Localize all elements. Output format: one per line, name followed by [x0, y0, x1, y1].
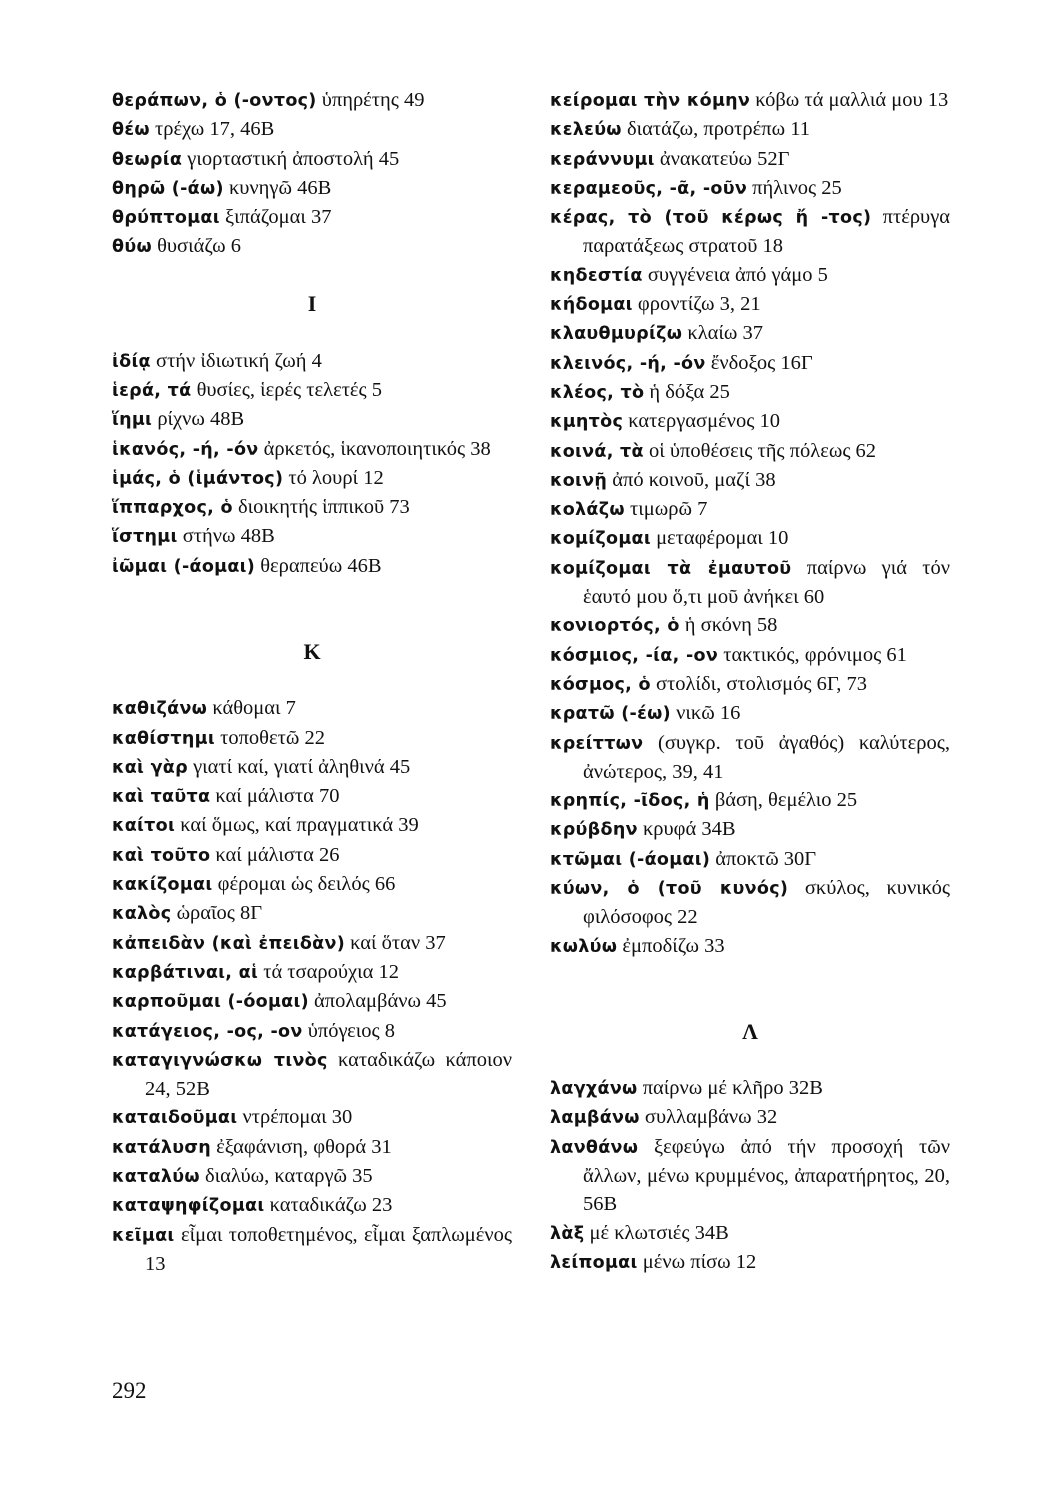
- entry-lemma: κοινῇ: [550, 470, 608, 491]
- entry-lemma: καὶ ταῦτα: [112, 787, 211, 808]
- entry-gloss: διοικητής ἱππικοῦ 73: [237, 496, 410, 519]
- glossary-entry: [550, 261, 950, 290]
- entry-lemma: καλὸς: [112, 904, 172, 925]
- entry-lemma: ἰῶμαι (-άομαι): [112, 556, 256, 577]
- entry-gloss: θυσιάζω 6: [157, 235, 241, 258]
- section-gap: [112, 262, 512, 290]
- entry-lemma: κρατῶ (-έω): [550, 704, 671, 725]
- entry-lemma: κονιορτός, ὁ: [550, 616, 680, 637]
- entry-gloss: παίρνω γιά τόν ἑαυτό μου ὅ,τι μοῦ ἀνήκει 60: [583, 556, 951, 609]
- glossary-entry: [112, 86, 512, 115]
- entry-lemma: κτῶμαι (-άομαι): [550, 849, 711, 870]
- entry-gloss: πτέρυγα παρατάξεως στρατοῦ 18: [583, 206, 951, 258]
- entry-lemma: θέω: [112, 120, 150, 141]
- glossary-entry: [550, 670, 950, 699]
- entry-gloss: γιατί καί, γιατί ἀληθινά 45: [193, 755, 411, 778]
- glossary-entry: [112, 435, 512, 464]
- entry-lemma: καρποῦμαι (-όομαι): [112, 992, 309, 1013]
- glossary-entry: [550, 115, 950, 144]
- glossary-entry: [112, 929, 512, 958]
- entry-gloss: συλλαμβάνω 32: [644, 1106, 778, 1129]
- glossary-entry: [112, 376, 512, 405]
- glossary-entry: [112, 958, 512, 987]
- section-gap: [550, 1046, 950, 1074]
- entry-lemma: ἵημι: [112, 410, 153, 431]
- glossary-entry: [550, 145, 950, 174]
- entry-lemma: κμητὸς: [550, 412, 624, 433]
- entry-gloss: ἐμποδίζω 33: [622, 934, 725, 957]
- entry-gloss: ἀνακατεύω 52Γ: [659, 147, 790, 170]
- entry-lemma: θρύπτομαι: [112, 208, 220, 229]
- glossary-entry: [112, 232, 512, 261]
- entry-lemma: θύω: [112, 237, 152, 258]
- glossary-entry: [550, 815, 950, 844]
- entry-gloss: ἀπό κοινοῦ, μαζί 38: [612, 468, 776, 491]
- glossary-entry: [550, 349, 950, 378]
- entry-lemma: κακίζομαι: [112, 875, 213, 896]
- page-number: 292: [112, 1378, 147, 1403]
- entry-gloss: ἀπολαμβάνω 45: [314, 990, 447, 1013]
- glossary-entry: [112, 405, 512, 434]
- entry-lemma: κλέος, τὸ: [550, 382, 645, 403]
- glossary-entry: [112, 145, 512, 174]
- entry-gloss: ἀρκετός, ἱκανοποιητικός 38: [263, 437, 491, 460]
- entry-lemma: κόσμος, ὁ: [550, 674, 651, 695]
- entry-lemma: κεραμεοῦς, -ᾶ, -οῦν: [550, 178, 748, 199]
- entry-gloss: πήλινος 25: [752, 176, 842, 199]
- entry-lemma: θηρῶ (-άω): [112, 178, 224, 199]
- glossary-entry: [112, 1191, 512, 1220]
- glossary-entry: [112, 782, 512, 811]
- entry-gloss: ἔνδοξος 16Γ: [710, 351, 813, 374]
- entry-lemma: λαμβάνω: [550, 1108, 640, 1129]
- entry-lemma: καταψηφίζομαι: [112, 1196, 265, 1217]
- right-column: [550, 86, 950, 1277]
- entry-gloss: στήν ἰδιωτική ζωή 4: [156, 349, 322, 372]
- entry-lemma: λείπομαι: [550, 1252, 638, 1273]
- entry-gloss: τά τσαρούχια 12: [263, 960, 399, 983]
- entry-gloss: θεραπεύω 46Β: [260, 554, 382, 577]
- entry-lemma: κλεινός, -ή, -όν: [550, 353, 706, 374]
- entry-lemma: λαγχάνω: [550, 1079, 638, 1100]
- glossary-entry: [550, 407, 950, 436]
- glossary-entry: [550, 437, 950, 466]
- glossary-entry: [112, 1162, 512, 1191]
- glossary-entry: [550, 1219, 950, 1248]
- entry-gloss: ὑπόγειος 8: [307, 1019, 396, 1042]
- entry-lemma: ἱμάς, ὁ (ἱμάντος): [112, 468, 284, 489]
- glossary-entry: [550, 466, 950, 495]
- entry-gloss: κατεργασμένος 10: [628, 410, 780, 433]
- entry-gloss: τρέχω 17, 46Β: [155, 118, 275, 141]
- entry-lemma: κρύβδην: [550, 820, 638, 841]
- entry-gloss: (συγκρ. τοῦ ἀγαθός) καλύτερος, ἀνώτερος, 39, 41: [583, 731, 950, 783]
- section-letter-heading: Λ: [742, 1018, 758, 1044]
- glossary-entry: [112, 753, 512, 782]
- entry-gloss: γιορταστική ἀποστολή 45: [187, 147, 400, 170]
- glossary-entry: [550, 1074, 950, 1103]
- section-letter-heading: Κ: [303, 638, 321, 664]
- entry-gloss: βάση, θεμέλιο 25: [714, 789, 858, 812]
- entry-lemma: κείρομαι τὴν κόμην: [550, 91, 751, 111]
- glossary-entry: [550, 611, 950, 640]
- entry-lemma: ἱκανός, -ή, -όν: [112, 439, 259, 460]
- glossary-entry: [550, 699, 950, 728]
- entry-gloss: τιμωρῶ 7: [630, 498, 708, 521]
- entry-lemma: κύων, ὁ (τοῦ κυνός): [550, 879, 789, 900]
- entry-lemma: κατάλυση: [112, 1137, 212, 1158]
- entry-gloss: εἶμαι τοποθετημένος, εἶμαι ξαπλωμένος 13: [145, 1223, 513, 1275]
- entry-lemma: καταιδοῦμαι: [112, 1108, 238, 1129]
- glossary-entry: [550, 1103, 950, 1132]
- entry-lemma: καταγιγνώσκω τινὸς: [112, 1050, 328, 1071]
- entry-lemma: καίτοι: [112, 816, 176, 837]
- section-gap: [112, 318, 512, 346]
- glossary-entry: [550, 845, 950, 874]
- left-column: [112, 86, 512, 1278]
- entry-gloss: κόβω τά μαλλιά μου 13: [755, 89, 949, 111]
- entry-lemma: ἰδίᾳ: [112, 351, 151, 372]
- glossary-entry: [550, 203, 950, 261]
- entry-lemma: κόσμιος, -ία, -ον: [550, 645, 719, 666]
- entry-gloss: θυσίες, ἱερές τελετές 5: [196, 378, 383, 401]
- entry-lemma: κέρας, τὸ (τοῦ κέρως ἤ -τος): [550, 208, 872, 229]
- entry-gloss: φροντίζω 3, 21: [637, 293, 761, 316]
- entry-gloss: κρυφά 34Β: [642, 818, 736, 841]
- entry-lemma: καὶ γὰρ: [112, 757, 188, 778]
- entry-gloss: ἐξαφάνιση, φθορά 31: [216, 1135, 392, 1158]
- entry-lemma: κρείττων: [550, 733, 644, 754]
- entry-gloss: ξιπάζομαι 37: [224, 206, 332, 229]
- entry-lemma: θεωρία: [112, 149, 183, 170]
- entry-lemma: κομίζομαι τὰ ἐμαυτοῦ: [550, 558, 792, 579]
- glossary-entry: [112, 203, 512, 232]
- entry-gloss: μένω πίσω 12: [642, 1250, 757, 1273]
- glossary-entry: [550, 378, 950, 407]
- glossary-entry: [550, 786, 950, 815]
- entry-lemma: κατάγειος, -ος, -ον: [112, 1021, 303, 1042]
- entry-gloss: διατάζω, προτρέπω 11: [626, 118, 810, 141]
- section-gap: [112, 666, 512, 694]
- entry-gloss: ἀποκτῶ 30Γ: [715, 847, 817, 870]
- entry-gloss: καί ὅμως, καί πραγματικά 39: [180, 814, 419, 837]
- entry-gloss: μέ κλωτσιές 34Β: [589, 1221, 729, 1244]
- entry-gloss: ρίχνω 48Β: [157, 408, 245, 431]
- entry-lemma: κεράννυμι: [550, 149, 655, 170]
- glossary-entry: [112, 174, 512, 203]
- entry-lemma: κλαυθμυρίζω: [550, 324, 683, 345]
- entry-lemma: ἵστημι: [112, 527, 178, 548]
- entry-lemma: κωλύω: [550, 936, 618, 957]
- entry-gloss: τό λουρί 12: [288, 466, 384, 489]
- section-gap: [550, 961, 950, 1018]
- entry-gloss: καταδικάζω κάποιον 24, 52Β: [145, 1048, 513, 1101]
- glossary-entry: [112, 1221, 512, 1279]
- glossary-entry: [112, 899, 512, 928]
- glossary-entry: [112, 724, 512, 753]
- entry-gloss: σκύλος, κυνικός φιλόσοφος 22: [583, 877, 950, 929]
- glossary-entry: [550, 290, 950, 319]
- entry-gloss: ἡ σκόνη 58: [684, 614, 778, 637]
- entry-gloss: ὡραῖος 8Γ: [176, 902, 263, 925]
- entry-lemma: καθίστημι: [112, 728, 215, 749]
- entry-gloss: παίρνω μέ κλῆρο 32Β: [642, 1077, 823, 1100]
- glossary-entry: [112, 1017, 512, 1046]
- entry-gloss: τακτικός, φρόνιμος 61: [723, 643, 907, 666]
- glossary-entry: [550, 1133, 950, 1219]
- section-gap: [112, 581, 512, 638]
- entry-lemma: κηδεστία: [550, 265, 643, 286]
- glossary-entry: [112, 694, 512, 723]
- glossary-entry: [550, 319, 950, 348]
- glossary-entry: [112, 493, 512, 522]
- entry-gloss: διαλύω, καταργῶ 35: [204, 1164, 373, 1187]
- glossary-entry: [112, 347, 512, 376]
- entry-lemma: κοινά, τὰ: [550, 441, 644, 462]
- entry-gloss: τοποθετῶ 22: [220, 726, 325, 749]
- glossary-entry: [550, 524, 950, 553]
- glossary-entry: [112, 811, 512, 840]
- entry-lemma: κεῖμαι: [112, 1225, 175, 1246]
- entry-gloss: καί ὅταν 37: [350, 931, 446, 954]
- entry-lemma: ἱερά, τά: [112, 380, 192, 401]
- entry-lemma: κρηπίς, -ῖδος, ἡ: [550, 791, 710, 812]
- entry-gloss: κάθομαι 7: [212, 697, 296, 720]
- entry-gloss: ξεφεύγω ἀπό τήν προσοχή τῶν ἄλλων, μένω κρυμμένος, ἀπαρατήρητος, 20, 56Β: [583, 1135, 950, 1216]
- entry-gloss: οἱ ὑποθέσεις τῆς πόλεως 62: [648, 439, 877, 462]
- entry-lemma: καὶ τοῦτο: [112, 845, 211, 866]
- glossary-entry: [550, 86, 950, 115]
- section-letter-heading: Ι: [307, 291, 317, 317]
- glossary-entry: [112, 552, 512, 581]
- glossary-entry: [550, 174, 950, 203]
- glossary-entry: [550, 874, 950, 932]
- glossary-entry: [112, 1046, 512, 1104]
- entry-lemma: θεράπων, ὁ (-οντος): [112, 91, 317, 111]
- entry-gloss: νικῶ 16: [676, 702, 741, 725]
- entry-lemma: καθιζάνω: [112, 699, 208, 720]
- glossary-entry: [112, 522, 512, 551]
- entry-lemma: λὰξ: [550, 1223, 585, 1244]
- entry-lemma: καρβάτιναι, αἱ: [112, 962, 259, 983]
- glossary-entry: [112, 1103, 512, 1132]
- entry-gloss: κλαίω 37: [687, 322, 764, 345]
- entry-gloss: καταδικάζω 23: [269, 1194, 393, 1217]
- entry-gloss: ἡ δόξα 25: [649, 380, 730, 403]
- glossary-entry: [112, 870, 512, 899]
- entry-gloss: φέρομαι ὡς δειλός 66: [217, 873, 396, 896]
- entry-gloss: μεταφέρομαι 10: [656, 527, 789, 550]
- entry-gloss: ντρέπομαι 30: [242, 1106, 353, 1129]
- glossary-entry: [112, 841, 512, 870]
- entry-gloss: συγγένεια ἀπό γάμο 5: [647, 263, 828, 286]
- entry-lemma: κομίζομαι: [550, 529, 651, 550]
- entry-gloss: καί μάλιστα 70: [215, 785, 340, 808]
- entry-lemma: λανθάνω: [550, 1137, 639, 1158]
- entry-lemma: κολάζω: [550, 500, 625, 521]
- entry-lemma: καταλύω: [112, 1166, 200, 1187]
- entry-gloss: καί μάλιστα 26: [215, 843, 340, 866]
- entry-lemma: κήδομαι: [550, 295, 633, 316]
- glossary-entry: [550, 1248, 950, 1277]
- glossary-entry: [112, 115, 512, 144]
- glossary-entry: [112, 987, 512, 1016]
- glossary-entry: [550, 641, 950, 670]
- entry-gloss: κυνηγῶ 46Β: [228, 176, 332, 199]
- entry-gloss: στήνω 48Β: [182, 525, 275, 548]
- entry-gloss: ὑπηρέτης 49: [321, 89, 425, 111]
- entry-lemma: ἵππαρχος, ὁ: [112, 498, 233, 519]
- glossary-entry: [550, 554, 950, 612]
- entry-gloss: στολίδι, στολισμός 6Γ, 73: [655, 672, 868, 695]
- glossary-entry: [112, 1133, 512, 1162]
- glossary-entry: [112, 464, 512, 493]
- entry-lemma: κελεύω: [550, 120, 622, 141]
- entry-lemma: κἀπειδὰν (καὶ ἐπειδὰν): [112, 933, 345, 954]
- glossary-entry: [550, 729, 950, 787]
- glossary-entry: [550, 932, 950, 961]
- glossary-entry: [550, 495, 950, 524]
